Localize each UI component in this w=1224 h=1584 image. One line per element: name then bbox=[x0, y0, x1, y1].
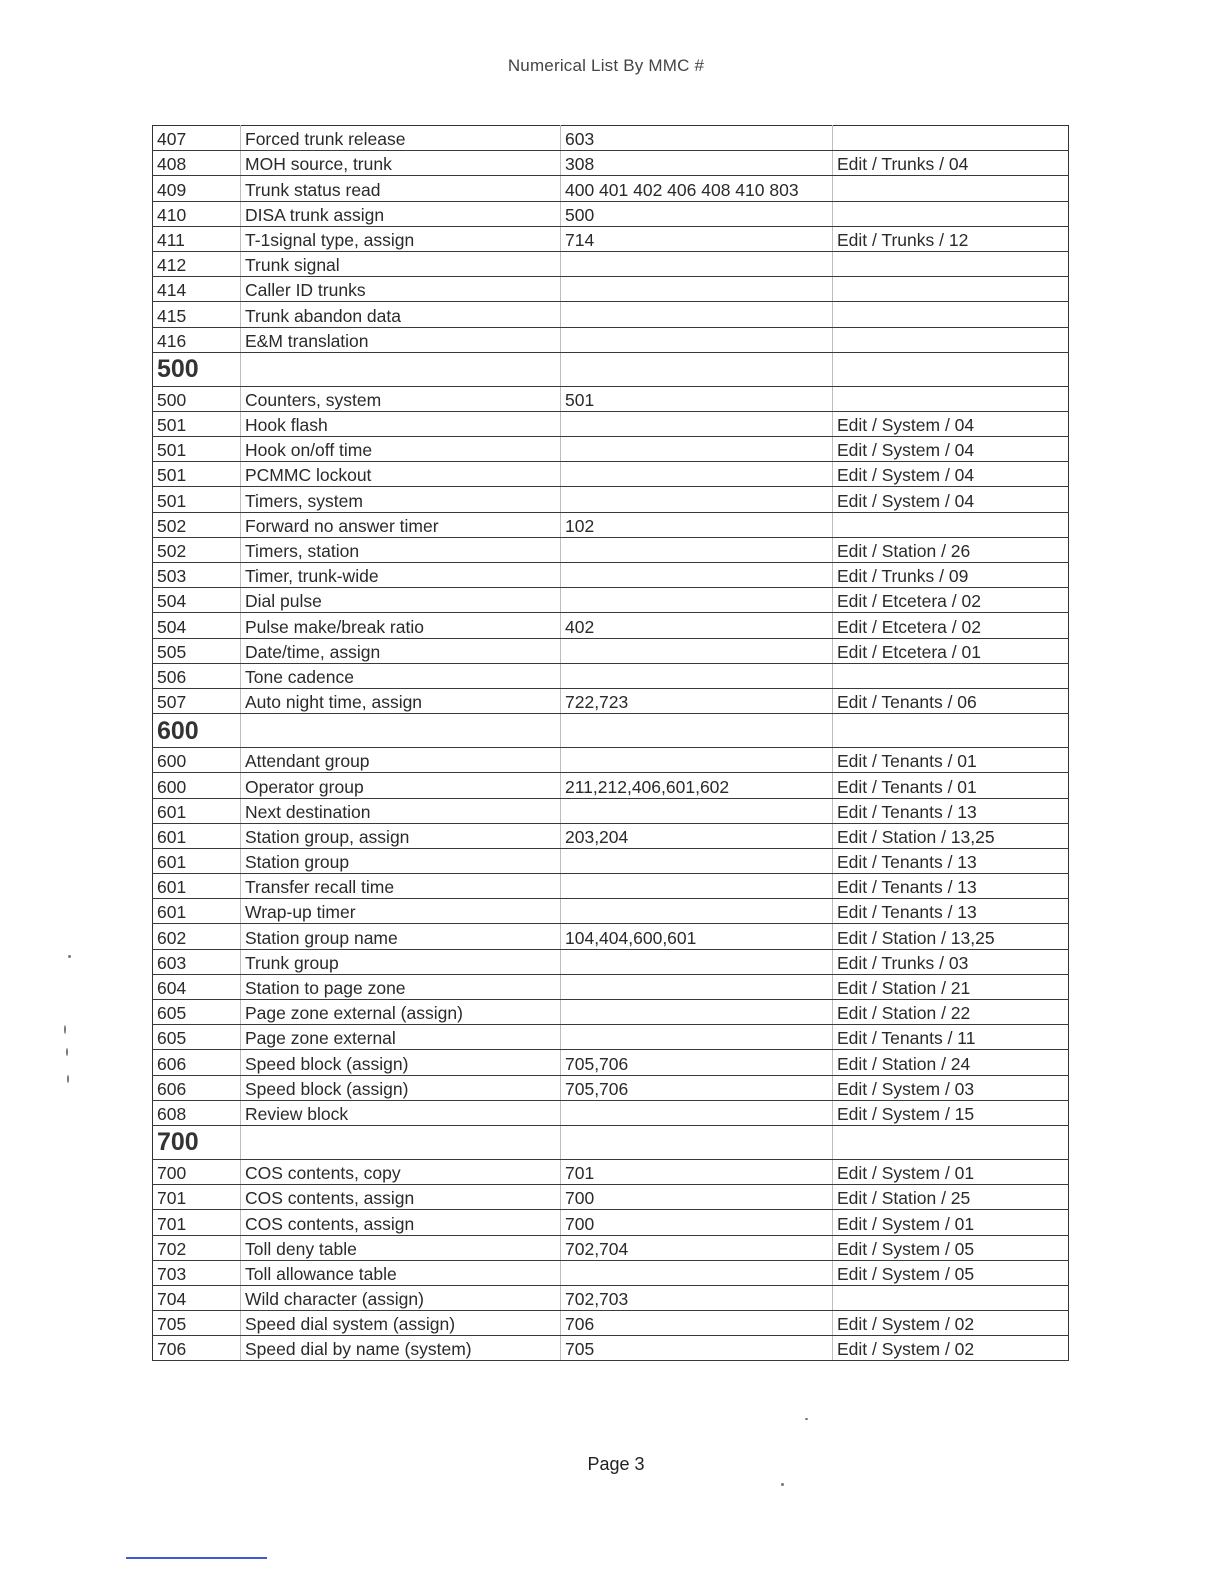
function-cell: Speed dial system (assign) bbox=[241, 1311, 561, 1336]
function-cell: T-1signal type, assign bbox=[241, 226, 561, 251]
related-mmc-cell bbox=[561, 663, 833, 688]
section-empty-cell bbox=[241, 714, 561, 748]
pcmmc-cell: Edit / System / 04 bbox=[833, 437, 1069, 462]
related-mmc-cell bbox=[561, 462, 833, 487]
scan-speck bbox=[68, 955, 71, 958]
function-cell: Station to page zone bbox=[241, 974, 561, 999]
related-mmc-cell bbox=[561, 798, 833, 823]
pcmmc-cell: Edit / System / 15 bbox=[833, 1100, 1069, 1125]
table-row bbox=[153, 1235, 1069, 1260]
mmc-number-cell: 604 bbox=[153, 974, 241, 999]
function-cell: Toll deny table bbox=[241, 1235, 561, 1260]
function-cell: Trunk signal bbox=[241, 251, 561, 276]
mmc-number-cell: 608 bbox=[153, 1100, 241, 1125]
pcmmc-cell: Edit / System / 01 bbox=[833, 1159, 1069, 1184]
table-row bbox=[153, 1159, 1069, 1184]
mmc-number-cell: 701 bbox=[153, 1210, 241, 1235]
mmc-number-cell: 502 bbox=[153, 537, 241, 562]
table-row bbox=[153, 688, 1069, 713]
pcmmc-cell: Edit / Tenants / 01 bbox=[833, 748, 1069, 773]
mmc-number-cell: 703 bbox=[153, 1260, 241, 1285]
function-cell: Timer, trunk-wide bbox=[241, 563, 561, 588]
mmc-number-cell: 502 bbox=[153, 512, 241, 537]
pcmmc-cell bbox=[833, 302, 1069, 327]
mmc-number-cell: 705 bbox=[153, 1311, 241, 1336]
related-mmc-cell: 702,703 bbox=[561, 1285, 833, 1310]
pcmmc-cell: Edit / Station / 25 bbox=[833, 1185, 1069, 1210]
related-mmc-cell: 705 bbox=[561, 1336, 833, 1361]
mmc-number-cell: 606 bbox=[153, 1075, 241, 1100]
mmc-number-cell: 409 bbox=[153, 176, 241, 201]
table-row bbox=[153, 1025, 1069, 1050]
function-cell: COS contents, copy bbox=[241, 1159, 561, 1184]
pcmmc-cell: Edit / Etcetera / 02 bbox=[833, 588, 1069, 613]
pcmmc-cell: Edit / System / 04 bbox=[833, 411, 1069, 436]
table-row bbox=[153, 151, 1069, 176]
pcmmc-cell: Edit / System / 03 bbox=[833, 1075, 1069, 1100]
pcmmc-cell bbox=[833, 512, 1069, 537]
mmc-number-cell: 600 bbox=[153, 748, 241, 773]
mmc-number-cell: 501 bbox=[153, 487, 241, 512]
mmc-number-cell: 702 bbox=[153, 1235, 241, 1260]
pcmmc-cell: Edit / Station / 22 bbox=[833, 1000, 1069, 1025]
related-mmc-cell: 700 bbox=[561, 1185, 833, 1210]
mmc-number-cell: 500 bbox=[153, 386, 241, 411]
table-row bbox=[153, 949, 1069, 974]
mmc-number-cell: 506 bbox=[153, 663, 241, 688]
function-cell: Toll allowance table bbox=[241, 1260, 561, 1285]
related-mmc-cell bbox=[561, 563, 833, 588]
related-mmc-cell bbox=[561, 974, 833, 999]
mmc-number-cell: 501 bbox=[153, 462, 241, 487]
table-row bbox=[153, 1075, 1069, 1100]
table-row bbox=[153, 512, 1069, 537]
scan-speck bbox=[781, 1483, 784, 1486]
related-mmc-cell: 203,204 bbox=[561, 823, 833, 848]
related-mmc-cell bbox=[561, 874, 833, 899]
function-cell: Pulse make/break ratio bbox=[241, 613, 561, 638]
related-mmc-cell: 705,706 bbox=[561, 1075, 833, 1100]
mmc-number-cell: 410 bbox=[153, 201, 241, 226]
mmc-number-cell: 408 bbox=[153, 151, 241, 176]
page-number: Page 3 bbox=[587, 1454, 645, 1474]
mmc-number-cell: 407 bbox=[153, 126, 241, 151]
table-row bbox=[153, 563, 1069, 588]
pcmmc-cell: Edit / System / 01 bbox=[833, 1210, 1069, 1235]
table-row bbox=[153, 1285, 1069, 1310]
pcmmc-cell bbox=[833, 126, 1069, 151]
related-mmc-cell: 102 bbox=[561, 512, 833, 537]
function-cell: Review block bbox=[241, 1100, 561, 1125]
function-cell: Hook flash bbox=[241, 411, 561, 436]
table-row bbox=[153, 1100, 1069, 1125]
related-mmc-cell bbox=[561, 949, 833, 974]
mmc-number-cell: 601 bbox=[153, 798, 241, 823]
table-row bbox=[153, 613, 1069, 638]
scan-speck bbox=[64, 1025, 66, 1034]
scan-speck bbox=[805, 1418, 808, 1420]
pcmmc-cell bbox=[833, 201, 1069, 226]
mmc-number-cell: 600 bbox=[153, 773, 241, 798]
scan-speck bbox=[67, 1075, 69, 1083]
table-row bbox=[153, 386, 1069, 411]
function-cell: Caller ID trunks bbox=[241, 277, 561, 302]
mmc-table-body bbox=[153, 126, 1069, 1361]
function-cell: Attendant group bbox=[241, 748, 561, 773]
function-cell: Station group bbox=[241, 848, 561, 873]
mmc-number-cell: 603 bbox=[153, 949, 241, 974]
related-mmc-cell: 400 401 402 406 408 410 803 bbox=[561, 176, 833, 201]
related-mmc-cell bbox=[561, 251, 833, 276]
function-cell: Wild character (assign) bbox=[241, 1285, 561, 1310]
section-empty-cell bbox=[241, 1125, 561, 1159]
function-cell: COS contents, assign bbox=[241, 1210, 561, 1235]
table-row bbox=[153, 638, 1069, 663]
related-mmc-cell bbox=[561, 487, 833, 512]
pcmmc-cell: Edit / System / 02 bbox=[833, 1336, 1069, 1361]
pcmmc-cell: Edit / System / 02 bbox=[833, 1311, 1069, 1336]
related-mmc-cell: 714 bbox=[561, 226, 833, 251]
related-mmc-cell: 211,212,406,601,602 bbox=[561, 773, 833, 798]
related-mmc-cell bbox=[561, 537, 833, 562]
function-cell: Speed block (assign) bbox=[241, 1075, 561, 1100]
function-cell: Forced trunk release bbox=[241, 126, 561, 151]
pcmmc-cell: Edit / Trunks / 12 bbox=[833, 226, 1069, 251]
pcmmc-cell: Edit / System / 04 bbox=[833, 462, 1069, 487]
related-mmc-cell: 700 bbox=[561, 1210, 833, 1235]
table-row bbox=[153, 899, 1069, 924]
pcmmc-cell: Edit / Trunks / 09 bbox=[833, 563, 1069, 588]
mmc-number-cell: 412 bbox=[153, 251, 241, 276]
related-mmc-cell: 702,704 bbox=[561, 1235, 833, 1260]
table-row bbox=[153, 1185, 1069, 1210]
mmc-number-cell: 415 bbox=[153, 302, 241, 327]
table-row bbox=[153, 201, 1069, 226]
function-cell: Dial pulse bbox=[241, 588, 561, 613]
table-row bbox=[153, 537, 1069, 562]
mmc-number-cell: 501 bbox=[153, 411, 241, 436]
related-mmc-cell bbox=[561, 638, 833, 663]
mmc-number-cell: 505 bbox=[153, 638, 241, 663]
function-cell: Counters, system bbox=[241, 386, 561, 411]
function-cell: E&M translation bbox=[241, 327, 561, 352]
mmc-number-cell: 507 bbox=[153, 688, 241, 713]
table-row bbox=[153, 974, 1069, 999]
pcmmc-cell: Edit / Tenants / 06 bbox=[833, 688, 1069, 713]
function-cell: Transfer recall time bbox=[241, 874, 561, 899]
related-mmc-cell bbox=[561, 848, 833, 873]
pcmmc-cell bbox=[833, 663, 1069, 688]
function-cell: COS contents, assign bbox=[241, 1185, 561, 1210]
pcmmc-cell: Edit / Etcetera / 02 bbox=[833, 613, 1069, 638]
function-cell: Trunk abandon data bbox=[241, 302, 561, 327]
pcmmc-cell: Edit / System / 05 bbox=[833, 1260, 1069, 1285]
mmc-number-cell: 602 bbox=[153, 924, 241, 949]
pcmmc-cell bbox=[833, 277, 1069, 302]
scan-artifact-line bbox=[126, 1557, 267, 1559]
function-cell: Forward no answer timer bbox=[241, 512, 561, 537]
pcmmc-cell bbox=[833, 1285, 1069, 1310]
related-mmc-cell: 501 bbox=[561, 386, 833, 411]
related-mmc-cell: 308 bbox=[561, 151, 833, 176]
related-mmc-cell: 722,723 bbox=[561, 688, 833, 713]
section-empty-cell bbox=[833, 1125, 1069, 1159]
table-row bbox=[153, 277, 1069, 302]
table-row bbox=[153, 1260, 1069, 1285]
function-cell: Timers, system bbox=[241, 487, 561, 512]
mmc-number-cell: 601 bbox=[153, 874, 241, 899]
section-header-row bbox=[153, 352, 1069, 386]
function-cell: Auto night time, assign bbox=[241, 688, 561, 713]
related-mmc-cell bbox=[561, 1000, 833, 1025]
pcmmc-cell: Edit / Tenants / 13 bbox=[833, 848, 1069, 873]
table-row bbox=[153, 848, 1069, 873]
section-empty-cell bbox=[833, 714, 1069, 748]
page-title: Numerical List By MMC # bbox=[507, 56, 705, 75]
mmc-number-cell: 414 bbox=[153, 277, 241, 302]
pcmmc-cell: Edit / Trunks / 03 bbox=[833, 949, 1069, 974]
function-cell: Trunk status read bbox=[241, 176, 561, 201]
related-mmc-cell: 402 bbox=[561, 613, 833, 638]
table-row bbox=[153, 773, 1069, 798]
table-row bbox=[153, 487, 1069, 512]
related-mmc-cell bbox=[561, 899, 833, 924]
function-cell: Station group name bbox=[241, 924, 561, 949]
mmc-number-cell: 501 bbox=[153, 437, 241, 462]
section-empty-cell bbox=[561, 1125, 833, 1159]
section-header-row bbox=[153, 714, 1069, 748]
pcmmc-cell: Edit / Tenants / 13 bbox=[833, 899, 1069, 924]
table-row bbox=[153, 1210, 1069, 1235]
mmc-number-cell: 504 bbox=[153, 588, 241, 613]
table-row bbox=[153, 176, 1069, 201]
table-row bbox=[153, 437, 1069, 462]
section-label: 500 bbox=[153, 352, 241, 386]
table-row bbox=[153, 1336, 1069, 1361]
function-cell: Speed block (assign) bbox=[241, 1050, 561, 1075]
mmc-table bbox=[152, 125, 1069, 1361]
table-row bbox=[153, 874, 1069, 899]
related-mmc-cell bbox=[561, 411, 833, 436]
function-cell: Station group, assign bbox=[241, 823, 561, 848]
section-empty-cell bbox=[241, 352, 561, 386]
function-cell: Page zone external bbox=[241, 1025, 561, 1050]
function-cell: Speed dial by name (system) bbox=[241, 1336, 561, 1361]
mmc-number-cell: 601 bbox=[153, 899, 241, 924]
pcmmc-cell: Edit / Tenants / 13 bbox=[833, 798, 1069, 823]
mmc-number-cell: 601 bbox=[153, 823, 241, 848]
function-cell: Tone cadence bbox=[241, 663, 561, 688]
related-mmc-cell: 705,706 bbox=[561, 1050, 833, 1075]
function-cell: Trunk group bbox=[241, 949, 561, 974]
pcmmc-cell: Edit / System / 05 bbox=[833, 1235, 1069, 1260]
related-mmc-cell: 706 bbox=[561, 1311, 833, 1336]
mmc-number-cell: 601 bbox=[153, 848, 241, 873]
related-mmc-cell bbox=[561, 1260, 833, 1285]
pcmmc-cell bbox=[833, 327, 1069, 352]
pcmmc-cell: Edit / Station / 21 bbox=[833, 974, 1069, 999]
table-row bbox=[153, 1000, 1069, 1025]
mmc-number-cell: 503 bbox=[153, 563, 241, 588]
related-mmc-cell bbox=[561, 1100, 833, 1125]
table-row bbox=[153, 226, 1069, 251]
pcmmc-cell bbox=[833, 251, 1069, 276]
pcmmc-cell: Edit / System / 04 bbox=[833, 487, 1069, 512]
function-cell: PCMMC lockout bbox=[241, 462, 561, 487]
mmc-number-cell: 704 bbox=[153, 1285, 241, 1310]
scan-speck bbox=[66, 1048, 68, 1056]
function-cell: Next destination bbox=[241, 798, 561, 823]
mmc-number-cell: 700 bbox=[153, 1159, 241, 1184]
pcmmc-cell: Edit / Station / 26 bbox=[833, 537, 1069, 562]
table-row bbox=[153, 411, 1069, 436]
table-row bbox=[153, 924, 1069, 949]
mmc-number-cell: 706 bbox=[153, 1336, 241, 1361]
mmc-number-cell: 416 bbox=[153, 327, 241, 352]
related-mmc-cell: 701 bbox=[561, 1159, 833, 1184]
function-cell: Hook on/off time bbox=[241, 437, 561, 462]
function-cell: Timers, station bbox=[241, 537, 561, 562]
related-mmc-cell bbox=[561, 1025, 833, 1050]
section-header-row bbox=[153, 1125, 1069, 1159]
table-row bbox=[153, 327, 1069, 352]
section-empty-cell bbox=[833, 352, 1069, 386]
function-cell: MOH source, trunk bbox=[241, 151, 561, 176]
table-row bbox=[153, 823, 1069, 848]
pcmmc-cell: Edit / Station / 13,25 bbox=[833, 924, 1069, 949]
pcmmc-cell: Edit / Tenants / 01 bbox=[833, 773, 1069, 798]
table-row bbox=[153, 462, 1069, 487]
function-cell: Wrap-up timer bbox=[241, 899, 561, 924]
related-mmc-cell bbox=[561, 588, 833, 613]
mmc-number-cell: 411 bbox=[153, 226, 241, 251]
table-row bbox=[153, 251, 1069, 276]
pcmmc-cell bbox=[833, 386, 1069, 411]
function-cell: Date/time, assign bbox=[241, 638, 561, 663]
mmc-number-cell: 605 bbox=[153, 1000, 241, 1025]
related-mmc-cell bbox=[561, 277, 833, 302]
function-cell: Page zone external (assign) bbox=[241, 1000, 561, 1025]
related-mmc-cell bbox=[561, 327, 833, 352]
table-row bbox=[153, 588, 1069, 613]
pcmmc-cell: Edit / Station / 24 bbox=[833, 1050, 1069, 1075]
mmc-number-cell: 504 bbox=[153, 613, 241, 638]
related-mmc-cell bbox=[561, 748, 833, 773]
related-mmc-cell: 603 bbox=[561, 126, 833, 151]
related-mmc-cell: 500 bbox=[561, 201, 833, 226]
related-mmc-cell: 104,404,600,601 bbox=[561, 924, 833, 949]
section-label: 600 bbox=[153, 714, 241, 748]
table-row bbox=[153, 798, 1069, 823]
pcmmc-cell: Edit / Trunks / 04 bbox=[833, 151, 1069, 176]
table-row bbox=[153, 302, 1069, 327]
pcmmc-cell: Edit / Station / 13,25 bbox=[833, 823, 1069, 848]
section-empty-cell bbox=[561, 714, 833, 748]
table-row bbox=[153, 663, 1069, 688]
mmc-number-cell: 606 bbox=[153, 1050, 241, 1075]
function-cell: DISA trunk assign bbox=[241, 201, 561, 226]
related-mmc-cell bbox=[561, 302, 833, 327]
pcmmc-cell: Edit / Etcetera / 01 bbox=[833, 638, 1069, 663]
mmc-number-cell: 701 bbox=[153, 1185, 241, 1210]
mmc-number-cell: 605 bbox=[153, 1025, 241, 1050]
pcmmc-cell: Edit / Tenants / 11 bbox=[833, 1025, 1069, 1050]
table-row bbox=[153, 126, 1069, 151]
related-mmc-cell bbox=[561, 437, 833, 462]
table-row bbox=[153, 748, 1069, 773]
table-row bbox=[153, 1050, 1069, 1075]
section-empty-cell bbox=[561, 352, 833, 386]
section-label: 700 bbox=[153, 1125, 241, 1159]
pcmmc-cell: Edit / Tenants / 13 bbox=[833, 874, 1069, 899]
function-cell: Operator group bbox=[241, 773, 561, 798]
pcmmc-cell bbox=[833, 176, 1069, 201]
table-row bbox=[153, 1311, 1069, 1336]
